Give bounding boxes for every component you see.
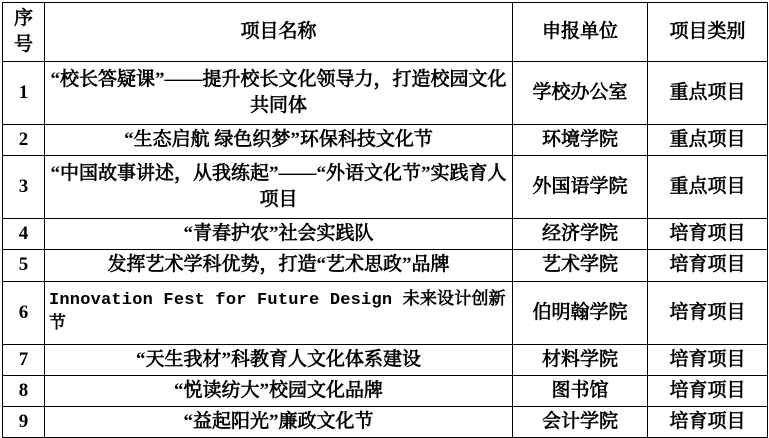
cell-num: 4 — [3, 219, 45, 250]
table-row — [3, 219, 768, 250]
cell-type: 培育项目 — [648, 375, 768, 406]
cell-unit: 会计学院 — [513, 407, 648, 438]
cell-name: 发挥艺术学科优势，打造“艺术思政”品牌 — [45, 250, 513, 281]
table-body — [3, 62, 768, 438]
cell-name: “生态启航 绿色织梦”环保科技文化节 — [45, 125, 513, 156]
cell-unit: 外国语学院 — [513, 156, 648, 219]
table-row — [3, 125, 768, 156]
cell-unit: 环境学院 — [513, 125, 648, 156]
cell-type: 培育项目 — [648, 281, 768, 344]
cell-num: 1 — [3, 62, 45, 125]
cell-num: 2 — [3, 125, 45, 156]
cell-unit: 伯明翰学院 — [513, 281, 648, 344]
cell-num: 7 — [3, 344, 45, 375]
cell-name: Innovation Fest for Future Design 未来设计创新节 — [45, 281, 513, 344]
cell-name: “校长答疑课”——提升校长文化领导力，打造校园文化共同体 — [45, 62, 513, 125]
cell-type: 培育项目 — [648, 344, 768, 375]
column-header-num: 序号 — [3, 3, 45, 62]
column-header-name: 项目名称 — [45, 3, 513, 62]
column-header-unit: 申报单位 — [513, 3, 648, 62]
cell-num: 9 — [3, 407, 45, 438]
cell-unit: 图书馆 — [513, 375, 648, 406]
cell-name: “中国故事讲述，从我练起”——“外语文化节”实践育人项目 — [45, 156, 513, 219]
cell-num: 6 — [3, 281, 45, 344]
table-row — [3, 407, 768, 438]
project-table — [2, 2, 768, 438]
table-row — [3, 344, 768, 375]
cell-num: 3 — [3, 156, 45, 219]
cell-name: “悦读纺大”校园文化品牌 — [45, 375, 513, 406]
column-header-type: 项目类别 — [648, 3, 768, 62]
table-row — [3, 375, 768, 406]
cell-type: 培育项目 — [648, 219, 768, 250]
cell-type: 重点项目 — [648, 125, 768, 156]
table-row — [3, 250, 768, 281]
cell-unit: 艺术学院 — [513, 250, 648, 281]
table-header — [3, 3, 768, 62]
table-row — [3, 62, 768, 125]
cell-unit: 学校办公室 — [513, 62, 648, 125]
cell-unit: 经济学院 — [513, 219, 648, 250]
cell-name: “青春护农”社会实践队 — [45, 219, 513, 250]
cell-unit: 材料学院 — [513, 344, 648, 375]
cell-num: 8 — [3, 375, 45, 406]
table-row — [3, 281, 768, 344]
cell-num: 5 — [3, 250, 45, 281]
cell-type: 重点项目 — [648, 156, 768, 219]
table-header-row — [3, 3, 768, 62]
cell-name: “益起阳光”廉政文化节 — [45, 407, 513, 438]
cell-name: “天生我材”科教育人文化体系建设 — [45, 344, 513, 375]
cell-type: 培育项目 — [648, 407, 768, 438]
table-row — [3, 156, 768, 219]
project-table-container — [0, 2, 769, 433]
cell-type: 培育项目 — [648, 250, 768, 281]
cell-type: 重点项目 — [648, 62, 768, 125]
